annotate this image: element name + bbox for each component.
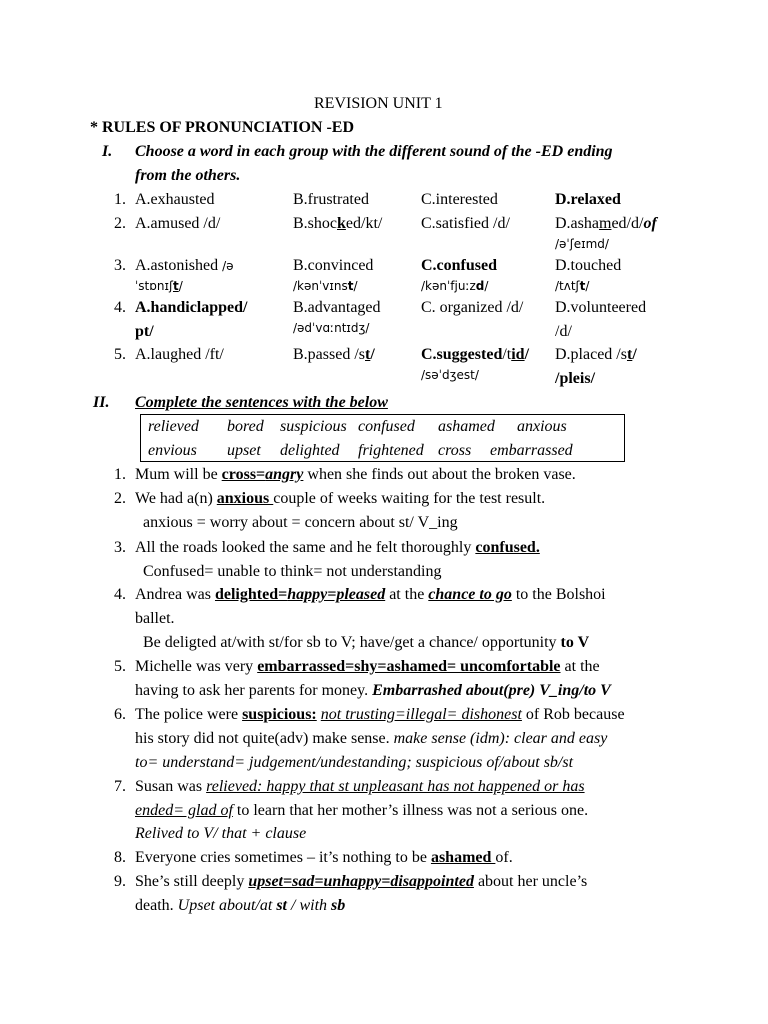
option-d: D.volunteered: [555, 299, 647, 316]
list-item: Susan was relieved: happy that st unpleasant has not happened or has: [135, 778, 585, 795]
option-a: A.astonished /ə: [135, 257, 234, 274]
option-b-ipa: /kənˈvɪnst/: [293, 279, 358, 293]
list-item: She’s still deeply upset=sad=unhappy=disappointed about her uncle’s: [135, 873, 588, 890]
option-b: B.convinced: [293, 257, 374, 274]
list-item-number: 4.: [114, 586, 126, 603]
row-number: 3.: [114, 257, 126, 274]
list-item: We had a(n) anxious couple of weeks waiting for the test result.: [135, 490, 546, 507]
option-c: C.confused: [421, 257, 498, 274]
list-item-number: 3.: [114, 539, 126, 556]
option-d-line2: /pleis/: [555, 370, 596, 387]
option-d-ipa: /əˈʃeɪmd/: [555, 237, 609, 251]
section1-instruction-line1: Choose a word in each group with the different sound of the -ED ending: [135, 143, 613, 160]
list-item-number: 5.: [114, 658, 126, 675]
row-number: 5.: [114, 346, 126, 363]
list-item-note: Confused= unable to think= not understanding: [143, 563, 442, 580]
option-a: A.laughed /ft/: [135, 346, 224, 363]
option-c-ipa: /kənˈfjuːzd/: [421, 279, 489, 293]
word-box: [140, 414, 625, 462]
option-a-ipa: ˈstɒnɪʃt/: [135, 279, 183, 293]
list-item-number: 7.: [114, 778, 126, 795]
list-item-line2: death. Upset about/at st / with sb: [135, 897, 346, 914]
word-item: delighted: [280, 442, 340, 459]
option-d: D.relaxed: [555, 191, 621, 208]
word-item: upset: [227, 442, 261, 459]
word-item: bored: [227, 418, 264, 435]
row-number: 2.: [114, 215, 126, 232]
list-item: All the roads looked the same and he felt thoroughly confused.: [135, 539, 540, 556]
list-item: The police were suspicious: not trusting=illegal= dishonest of Rob because: [135, 706, 625, 723]
option-c: C.suggested/tid/: [421, 346, 530, 363]
option-d-ipa: /tʌtʃt/: [555, 279, 590, 293]
list-item-number: 6.: [114, 706, 126, 723]
list-item: Mum will be cross=angry when she finds out about the broken vase.: [135, 466, 576, 483]
option-b: B.frustrated: [293, 191, 369, 208]
list-item-line3: to= understand= judgement/undestanding; suspicious of/about sb/st: [135, 754, 574, 771]
list-item-number: 1.: [114, 466, 126, 483]
word-item: embarrassed: [490, 442, 573, 459]
section2-instruction: Complete the sentences with the below: [135, 394, 388, 411]
word-item: ashamed: [438, 418, 495, 435]
list-item-line3: Relived to V/ that + clause: [135, 825, 307, 842]
section1-instruction-line2: from the others.: [135, 167, 241, 184]
list-item-note: Be deligted at/with st/for sb to V; have/get a chance/ opportunity to V: [143, 634, 590, 651]
option-d: D.placed /st/: [555, 346, 637, 363]
option-b: B.passed /st/: [293, 346, 375, 363]
list-item-line2: his story did not quite(adv) make sense. make sense (idm): clear and easy: [135, 730, 608, 747]
list-item-number: 9.: [114, 873, 126, 890]
option-d: D.touched: [555, 257, 622, 274]
word-item: relieved: [148, 418, 199, 435]
section2-roman: II.: [93, 394, 110, 411]
list-item-number: 8.: [114, 849, 126, 866]
word-item: anxious: [517, 418, 567, 435]
word-item: cross: [438, 442, 472, 459]
list-item: Andrea was delighted=happy=pleased at the chance to go to the Bolshoi: [135, 586, 606, 603]
list-item-number: 2.: [114, 490, 126, 507]
option-a: A.amused /d/: [135, 215, 221, 232]
row-number: 1.: [114, 191, 126, 208]
word-item: confused: [358, 418, 415, 435]
option-c-ipa: /səˈdʒest/: [421, 368, 479, 382]
option-c: C.satisfied /d/: [421, 215, 510, 232]
list-item-line2: ended= glad of to learn that her mother’s illness was not a serious one.: [135, 802, 589, 819]
option-a: A.handiclapped/: [135, 299, 248, 316]
section1-roman: I.: [102, 143, 113, 160]
word-item: frightened: [358, 442, 424, 459]
list-item-line2: having to ask her parents for money. Embarrashed about(pre) V_ing/to V: [135, 682, 611, 699]
option-b-ipa: /ədˈvɑːntɪdʒ/: [293, 321, 370, 335]
option-d: D.ashamed/d/of: [555, 215, 657, 232]
option-b: B.shocked/kt/: [293, 215, 383, 232]
option-a: A.exhausted: [135, 191, 215, 208]
word-item: suspicious: [280, 418, 347, 435]
option-b: B.advantaged: [293, 299, 381, 316]
list-item-line2: ballet.: [135, 610, 175, 627]
option-a-line2: pt/: [135, 323, 154, 340]
option-c: C.interested: [421, 191, 498, 208]
word-item: envious: [148, 442, 197, 459]
list-item: Michelle was very embarrassed=shy=ashamed= uncomfortable at the: [135, 658, 600, 675]
rules-heading: * RULES OF PRONUNCIATION -ED: [90, 119, 355, 136]
row-number: 4.: [114, 299, 126, 316]
list-item: Everyone cries sometimes – it’s nothing to be ashamed of.: [135, 849, 513, 866]
list-item-note: anxious = worry about = concern about st/ V_ing: [143, 514, 458, 531]
option-d-line2: /d/: [555, 323, 572, 340]
page-title: REVISION UNIT 1: [314, 95, 443, 112]
option-c: C. organized /d/: [421, 299, 524, 316]
